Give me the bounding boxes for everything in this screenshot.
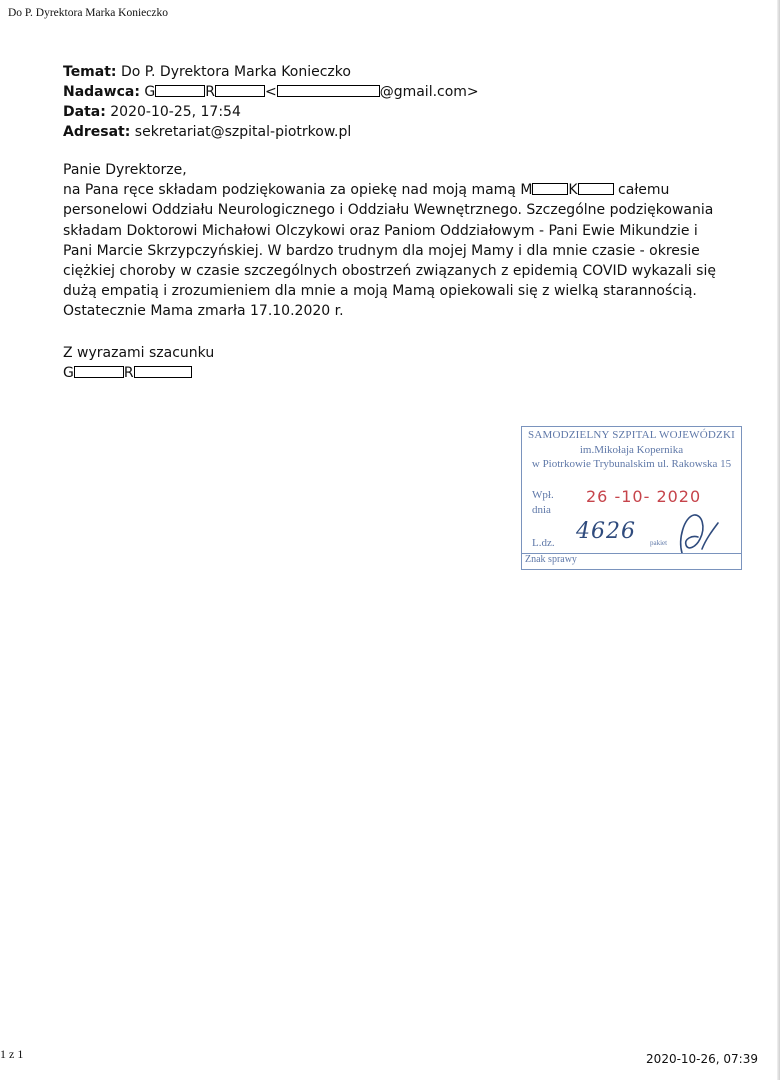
subject-label: Temat: <box>63 64 117 80</box>
paragraph-text-rest: personelowi Oddziału Neurologicznego i Oddziału Wewnętrznego. Szczególne podziękowania składam Doktorowi Michałowi Olczykowi oraz Paniom Oddziałowym - Pani Ewie Mikundzie i Pani Marcie Skrzypczyńskiej. W bardzo trudnym dla mojej Mamy i dla mnie czasie - okresie ciężkiej choroby w czasie szczególnych obostrzeń związanych z epidemią COVID wykazali się dużą empatią i zrozumieniem dla mnie a moją Mamą opiekowali się z wielką starannością. Ostatecznie Mama zmarła 17.10.2020 r. <box>63 202 716 320</box>
redaction-box <box>74 366 124 378</box>
subject-value: Do P. Dyrektora Marka Konieczko <box>120 64 351 80</box>
print-timestamp: 2020-10-26, 07:39 <box>646 1052 758 1066</box>
stamp-case-label: Znak sprawy <box>525 554 577 565</box>
redaction-box <box>277 85 380 97</box>
paragraph-text-start: na Pana ręce składam podziękowania za opiekę nad moją mamą M <box>63 182 533 199</box>
signature-last-initial: R <box>123 365 134 381</box>
subject-row <box>63 62 479 82</box>
hospital-registry-stamp <box>521 426 742 570</box>
stamp-address: w Piotrkowie Trybunalskim ul. Rakowska 15 <box>531 458 732 470</box>
page-count: 1 z 1 <box>0 1047 24 1061</box>
stamp-date: 26 -10- 2020 <box>586 487 702 506</box>
signature-line <box>63 363 214 383</box>
redaction-box <box>134 366 192 378</box>
closing-text: Z wyrazami szacunku <box>63 345 215 361</box>
to-label: Adresat: <box>63 124 131 140</box>
closing <box>63 343 214 383</box>
from-first-initial: G <box>144 84 156 100</box>
to-row <box>63 122 479 142</box>
from-email-open: < <box>264 84 277 100</box>
from-label: Nadawca: <box>63 84 140 100</box>
stamp-pages-label: pakiet <box>650 539 668 547</box>
redaction-box <box>155 85 205 97</box>
email-header <box>63 62 479 142</box>
stamp-hospital-name: SAMODZIELNY SZPITAL WOJEWÓDZKI <box>528 429 735 441</box>
redaction-box <box>578 183 614 195</box>
signature-first-initial: G <box>63 365 74 381</box>
stamp-day-label: dnia <box>532 504 551 516</box>
date-value: 2020-10-25, 17:54 <box>110 104 241 120</box>
paragraph-initial: K <box>568 182 578 199</box>
greeting: Panie Dyrektorze, <box>63 162 187 178</box>
letter-paragraph <box>63 180 723 321</box>
page-header: Do P. Dyrektora Marka Konieczko <box>8 7 168 19</box>
redaction-box <box>215 85 265 97</box>
date-label: Data: <box>63 104 106 120</box>
stamp-ldz-label: L.dz. <box>532 537 555 549</box>
from-email-domain: @gmail.com> <box>379 84 479 100</box>
to-value: sekretariat@szpital-piotrkow.pl <box>134 124 352 140</box>
letter-body <box>63 160 723 322</box>
stamp-number: 4626 <box>576 519 636 544</box>
paragraph-text-after: całemu <box>618 182 670 199</box>
stamp-patron: im.Mikołaja Kopernika <box>579 444 684 456</box>
from-last-initial: R <box>205 84 215 100</box>
from-row <box>63 82 479 102</box>
stamp-received-label: Wpł. <box>532 489 554 501</box>
date-row <box>63 102 479 122</box>
redaction-box <box>532 183 568 195</box>
